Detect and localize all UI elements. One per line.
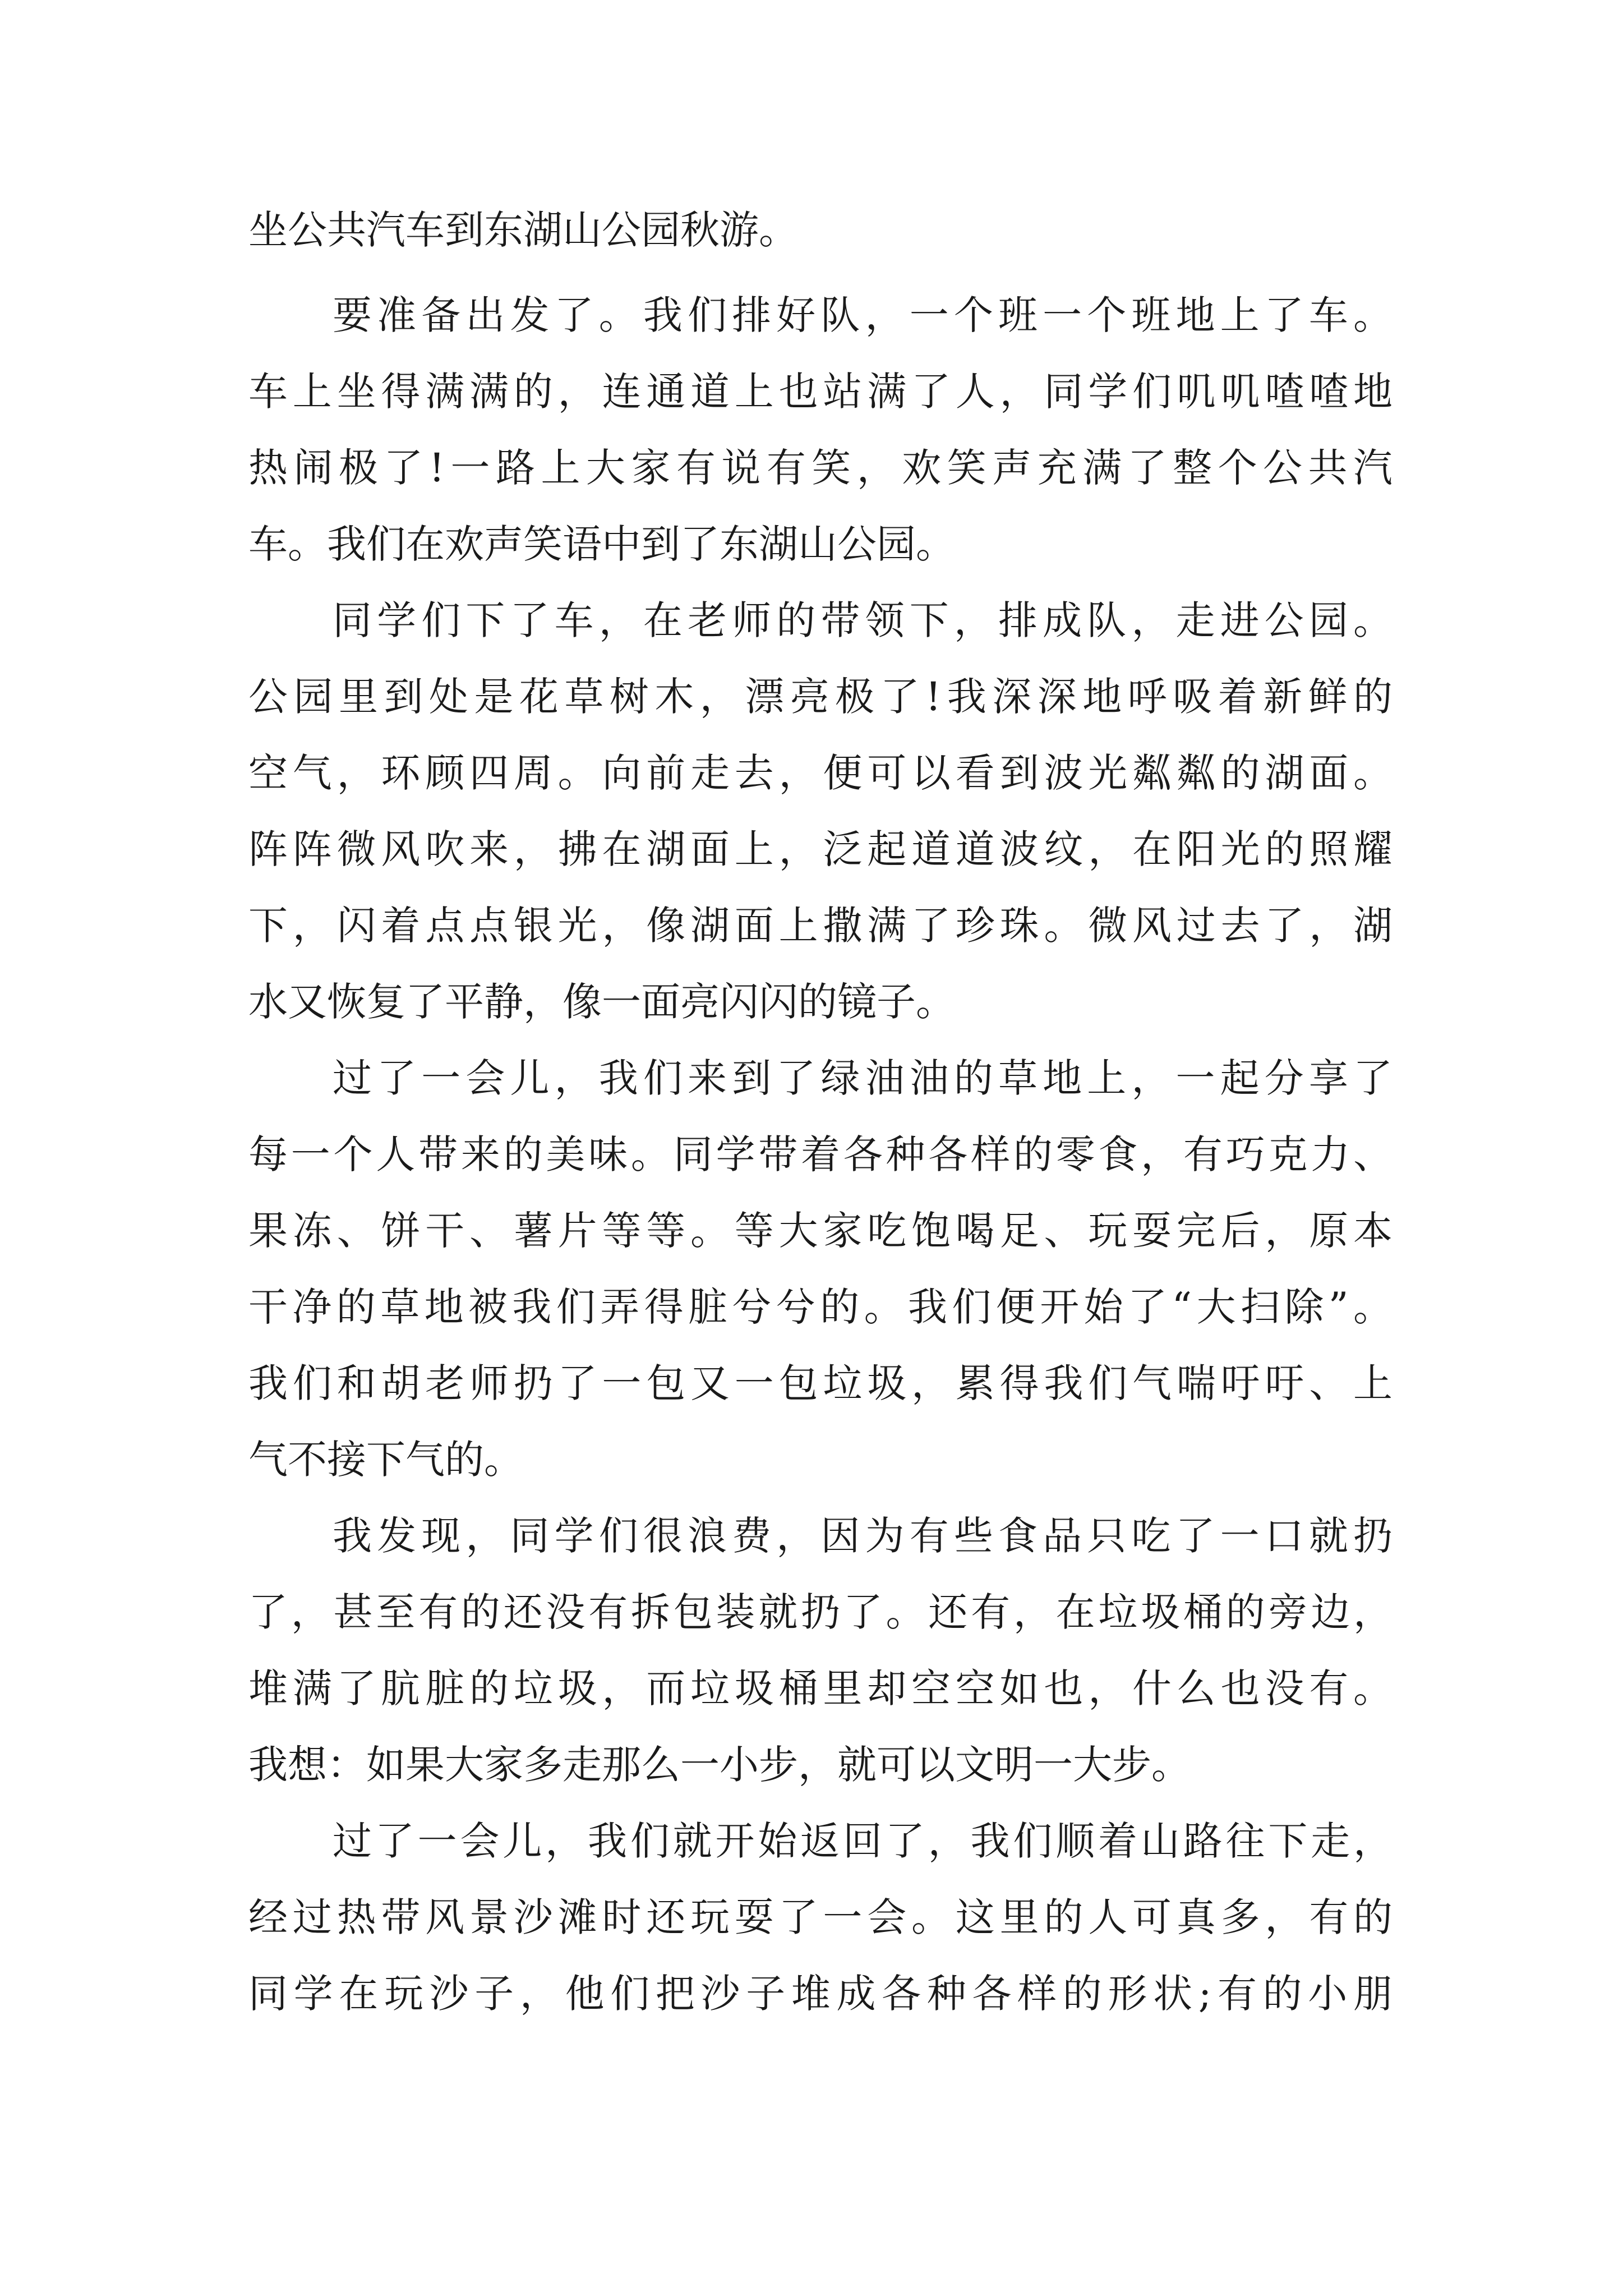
text-line: 热闹极了!一路上大家有说有笑，欢笑声充满了整个公共汽 <box>248 445 1393 491</box>
text-line: 车上坐得满满的，连通道上也站满了人，同学们叽叽喳喳地 <box>248 369 1393 415</box>
text-line: 公园里到处是花草树木，漂亮极了!我深深地呼吸着新鲜的 <box>248 674 1393 720</box>
text-line: 气不接下气的。 <box>248 1437 523 1483</box>
text-line: 我想：如果大家多走那么一小步，就可以文明一大步。 <box>248 1742 1191 1788</box>
text-line: 车。我们在欢声笑语中到了东湖山公园。 <box>248 521 955 567</box>
text-line: 了，甚至有的还没有拆包装就扔了。还有，在垃圾桶的旁边， <box>248 1589 1393 1635</box>
paragraph-first-line: 同学们下了车，在老师的带领下，排成队，走进公园。 <box>333 597 1393 643</box>
text-line: 下，闪着点点银光，像湖面上撒满了珍珠。微风过去了，湖 <box>248 903 1393 949</box>
text-line: 果冻、饼干、薯片等等。等大家吃饱喝足、玩耍完后，原本 <box>248 1208 1393 1254</box>
text-line: 经过热带风景沙滩时还玩耍了一会。这里的人可真多，有的 <box>248 1894 1393 1940</box>
paragraph-first-line: 过了一会儿，我们来到了绿油油的草地上，一起分享了 <box>333 1055 1393 1101</box>
text-line: 同学在玩沙子，他们把沙子堆成各种各样的形状;有的小朋 <box>248 1971 1393 2017</box>
paragraph-first-line: 要准备出发了。我们排好队，一个班一个班地上了车。 <box>333 292 1393 338</box>
text-line: 空气，环顾四周。向前走去，便可以看到波光粼粼的湖面。 <box>248 750 1393 796</box>
text-line: 干净的草地被我们弄得脏兮兮的。我们便开始了“大扫除”。 <box>248 1284 1393 1330</box>
text-line: 水又恢复了平静，像一面亮闪闪的镜子。 <box>248 979 955 1025</box>
text-line: 每一个人带来的美味。同学带着各种各样的零食，有巧克力、 <box>248 1131 1393 1177</box>
text-line: 阵阵微风吹来，拂在湖面上，泛起道道波纹，在阳光的照耀 <box>248 826 1393 872</box>
text-line: 我们和胡老师扔了一包又一包垃圾，累得我们气喘吁吁、上 <box>248 1360 1393 1406</box>
paragraph-first-line: 我发现，同学们很浪费，因为有些食品只吃了一口就扔 <box>333 1513 1393 1559</box>
text-line: 堆满了肮脏的垃圾，而垃圾桶里却空空如也，什么也没有。 <box>248 1665 1393 1711</box>
text-line: 坐公共汽车到东湖山公园秋游。 <box>248 207 798 253</box>
paragraph-first-line: 过了一会儿，我们就开始返回了，我们顺着山路往下走， <box>333 1818 1393 1864</box>
